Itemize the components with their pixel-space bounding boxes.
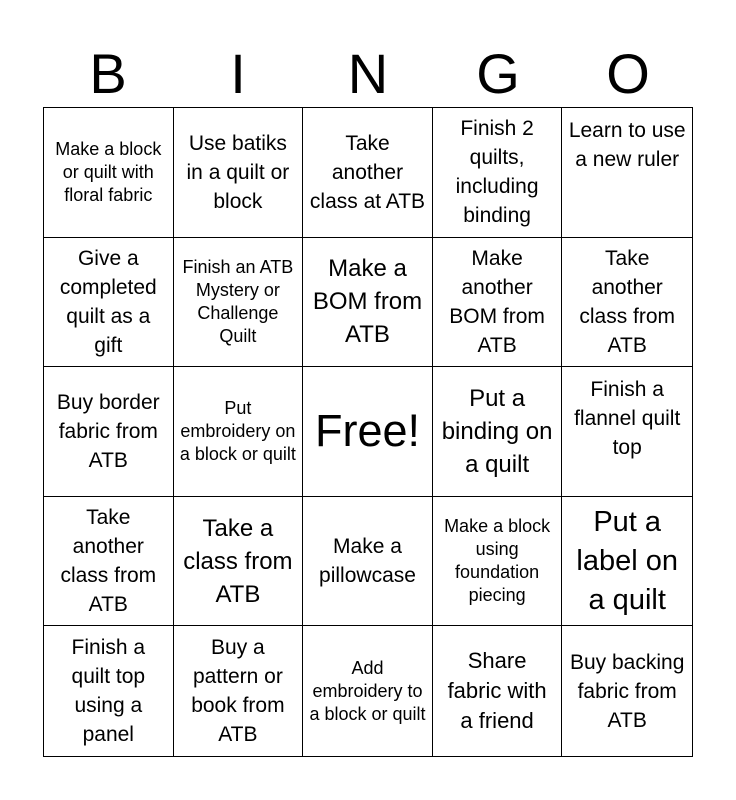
bingo-cell[interactable] (303, 626, 433, 756)
bingo-cell[interactable] (303, 497, 433, 627)
bingo-cell[interactable] (174, 497, 304, 627)
bingo-cell[interactable] (174, 108, 304, 238)
header-letter-o: O (606, 42, 650, 105)
bingo-cell[interactable] (562, 108, 692, 238)
cell-text: Use batiks in a quilt or block (186, 131, 290, 213)
cell-text: Take another class at ATB (309, 131, 426, 213)
cell-text: Buy a pattern or book from ATB (191, 636, 285, 747)
cell-text: Put embroidery on a block or quilt (179, 397, 296, 464)
cell-text: Put a binding on a quilt (441, 384, 553, 478)
cell-text: Take a class from ATB (183, 514, 293, 608)
cell-text: Give a completed quilt as a gift (59, 246, 157, 357)
cell-text: Finish an ATB Mystery or Challenge Quilt (182, 256, 294, 346)
cell-text: Make a block using foundation piecing (444, 516, 551, 606)
bingo-cell[interactable] (44, 108, 174, 238)
cell-text: Take another class from ATB (60, 506, 157, 617)
cell-text: Make a pillowcase (319, 535, 416, 588)
bingo-cell[interactable] (562, 367, 692, 497)
bingo-cell[interactable] (44, 238, 174, 368)
bingo-cell[interactable] (562, 626, 692, 756)
header-letter-g: G (476, 42, 520, 105)
bingo-cell[interactable] (174, 238, 304, 368)
free-space-cell[interactable] (303, 367, 433, 497)
bingo-cell[interactable] (44, 626, 174, 756)
cell-text: Finish a quilt top using a panel (71, 636, 146, 747)
bingo-cell[interactable] (303, 108, 433, 238)
cell-text: Make another BOM from ATB (449, 246, 545, 357)
cell-text: Add embroidery to a block or quilt (309, 657, 426, 724)
cell-text: Make a block or quilt with floral fabric (55, 138, 162, 205)
bingo-cell[interactable] (44, 367, 174, 497)
cell-text: Put a label on a quilt (576, 505, 678, 616)
cell-text: Take another class from ATB (579, 246, 676, 357)
header-letter-n: N (347, 42, 389, 105)
cell-text: Finish 2 quilts, including binding (455, 117, 539, 228)
bingo-card-grid (43, 107, 693, 757)
bingo-cell[interactable] (174, 626, 304, 756)
bingo-cell[interactable] (433, 367, 563, 497)
cell-text: Buy backing fabric from ATB (569, 650, 685, 732)
bingo-header (43, 40, 693, 108)
bingo-cell[interactable] (303, 238, 433, 368)
bingo-cell[interactable] (433, 626, 563, 756)
bingo-cell[interactable] (174, 367, 304, 497)
bingo-cell[interactable] (433, 108, 563, 238)
cell-text: Buy border fabric from ATB (56, 390, 160, 472)
bingo-cell[interactable] (44, 497, 174, 627)
cell-text: Finish a flannel quilt top (574, 378, 681, 460)
bingo-cell[interactable] (562, 497, 692, 627)
cell-text: Learn to use a new ruler (568, 119, 686, 171)
header-letter-i: I (230, 42, 246, 105)
bingo-cell[interactable] (433, 497, 563, 627)
bingo-cell[interactable] (562, 238, 692, 368)
cell-text: Share fabric with a friend (447, 648, 547, 734)
header-letter-b: B (89, 42, 127, 105)
bingo-cell[interactable] (433, 238, 563, 368)
free-space-text: Free! (314, 405, 420, 457)
cell-text: Make a BOM from ATB (312, 255, 423, 349)
